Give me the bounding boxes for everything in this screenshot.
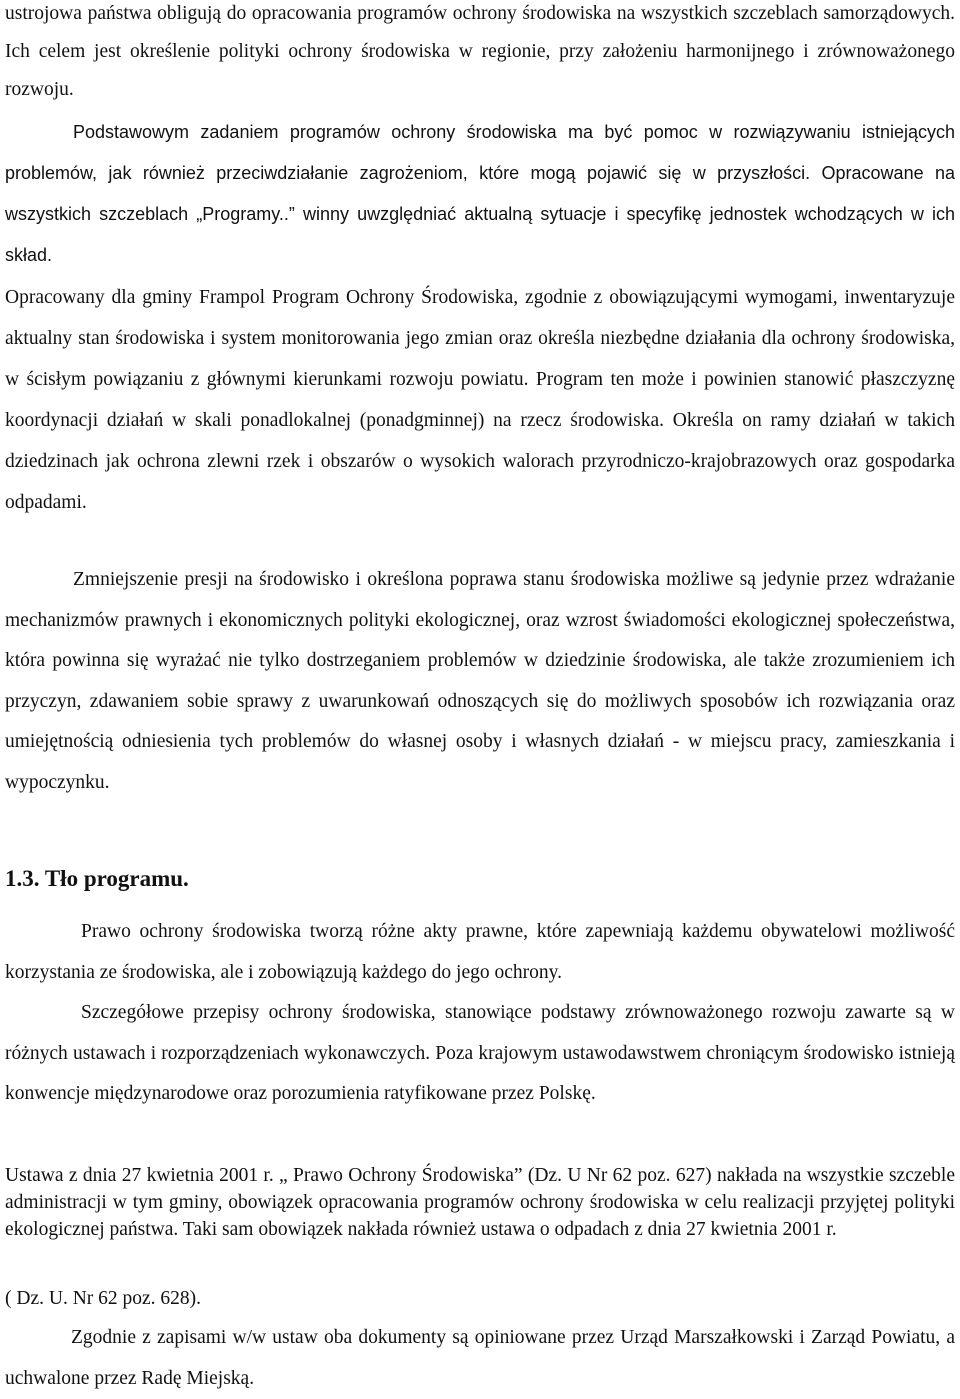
reference-line: ( Dz. U. Nr 62 poz. 628).	[5, 1288, 202, 1309]
detailed-regulations-paragraph: Szczegółowe przepisy ochrony środowiska, stanowiące podstawy zrównoważonego rozwoju zawarte są w różnych ustawach i rozporządzeniach wykonawczych. Poza krajowym ustawodawstwem chroniącym środowisko istnieją konwencje międzynarodowe oraz porozumienia ratyfikowane przez Polskę.	[5, 1002, 955, 1104]
act-paragraph: Ustawa z dnia 27 kwietnia 2001 r. „ Prawo Ochrony Środowiska” (Dz. U Nr 62 poz. 627) nakłada na wszystkie szczeble administracji w tym gminy, obowiązek opracowania programów ochrony środowiska w celu realizacji przyjętej polityki ekologicznej państwa. Taki sam obowiązek nakłada również ustawa o odpadach z dnia 27 kwietnia 2001 r.	[5, 1165, 955, 1240]
law-paragraph: Prawo ochrony środowiska tworzą różne akty prawne, które zapewniają każdemu obywatelowi możliwość korzystania ze środowiska, ale i zobowiązują każdego do jego ochrony.	[5, 921, 955, 983]
final-paragraph: Zgodnie z zapisami w/w ustaw oba dokumenty są opiniowane przez Urząd Marszałkowski i Zarząd Powiatu, a uchwalone przez Radę Miejską.	[5, 1327, 955, 1389]
section-heading: 1.3. Tło programu.	[5, 866, 189, 891]
pressure-paragraph: Zmniejszenie presji na środowisko i określona poprawa stanu środowiska możliwe są jedynie przez wdrażanie mechanizmów prawnych i ekonomicznych polityki ekologicznej, oraz wzrost świadomości ekologicznej społeczeństwa, która powinna się wyrażać nie tylko dostrzeganiem problemów w dziedzinie środowiska, ale także zrozumieniem ich przyczyn, zdawaniem sobie sprawy z uwarunkowań odnoszących się do możliwych sposobów ich rozwiązania oraz umiejętnością odniesienia tych problemów do własnej osoby i własnych działań - w miejscu pracy, zamieszkania i wypoczynku.	[5, 569, 955, 793]
task-paragraph: Podstawowym zadaniem programów ochrony środowiska ma być pomoc w rozwiązywaniu istniejących problemów, jak również przeciwdziałanie zagrożeniom, które mogą pojawić się w przyszłości. Opracowane na wszystkich szczeblach „Programy..” winny uwzględniać aktualną sytuacje i specyfikę jednostek wchodzących w ich skład.	[5, 122, 955, 265]
frampol-program-paragraph: Opracowany dla gminy Frampol Program Ochrony Środowiska, zgodnie z obowiązującymi wymogami, inwentaryzuje aktualny stan środowiska i system monitorowania jego zmian oraz określa niezbędne działania dla ochrony środowiska, w ścisłym powiązaniu z głównymi kierunkami rozwoju powiatu. Program ten może i powinien stanowić płaszczyznę koordynacji działań w skali ponadlokalnej (ponadgminnej) na rzecz środowiska. Określa on ramy działań w takich dziedzinach jak ochrona zlewni rzek i obszarów o wysokich walorach przyrodniczo-krajobrazowych oraz gospodarka odpadami.	[5, 287, 955, 513]
intro-paragraph: ustrojowa państwa obligują do opracowania programów ochrony środowiska na wszystkich szczeblach samorządowych. Ich celem jest określenie polityki ochrony środowiska w regionie, przy założeniu harmonijnego i zrównoważonego rozwoju.	[5, 3, 955, 100]
